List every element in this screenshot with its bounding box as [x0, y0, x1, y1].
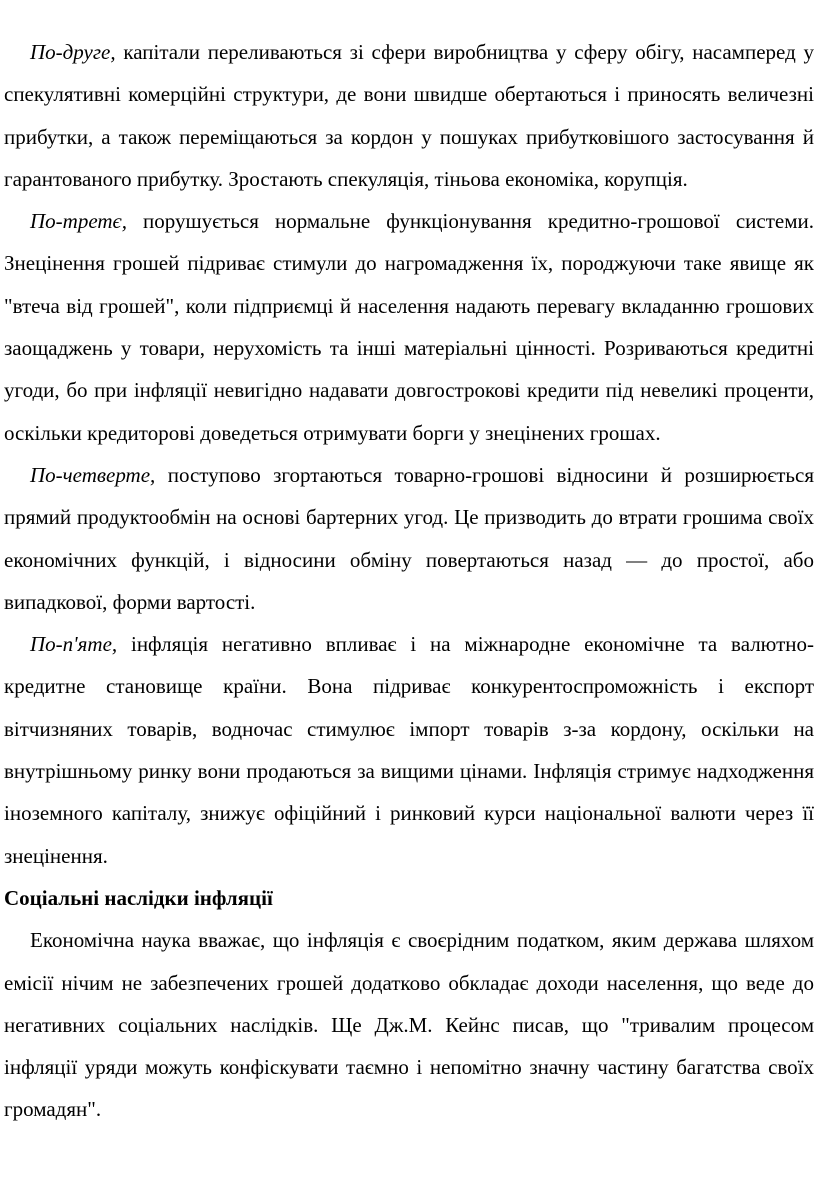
paragraph-lead: По-четверте, — [30, 462, 156, 487]
paragraph-second — [4, 31, 814, 200]
paragraph-lead: По-третє, — [30, 209, 127, 234]
paragraph-fourth — [4, 454, 814, 623]
paragraph-fifth — [4, 623, 814, 877]
paragraph-third — [4, 200, 814, 454]
paragraph-text: інфляція негативно впливає і на міжнародне економічне та валютно-кредитне становище країни. Вона підриває конкурентоспроможність і експорт вітчизняних товарів, водночас стимулює імпорт товарів з-за кордону, оскільки на внутрішньому ринку вони продаються за вищими цінами. Інфляція стримує надходження іноземного капіталу, знижує офіційний і ринковий курси національної валюти через її знецінення. — [4, 632, 814, 868]
paragraph-lead: По-друге, — [30, 40, 116, 64]
paragraph-lead: По-п'яте, — [30, 632, 118, 657]
paragraph-text: порушується нормальне функціонування кредитно-грошової системи. Знецінення грошей підриває стимули до нагромадження їх, породжуючи таке явище як "втеча від грошей", коли підприємці й населення надають перевагу вкладанню грошових заощаджень у товари, нерухомість та інші матеріальні цінності. Розриваються кредитні угоди, бо при інфляції невигідно надавати довгострокові кредити під невеликі проценти, оскільки кредиторові доведеться отримувати борги у знецінених грошах. — [4, 209, 814, 445]
section-paragraph: Економічна наука вважає, що інфляція є своєрідним податком, яким держава шляхом емісії нічим не забезпечених грошей додатково обкладає доходи населення, що веде до негативних соціальних наслідків. Ще Дж.М. Кейнс писав, що "тривалим процесом інфляції уряди можуть конфіскувати таємно і непомітно значну частину багатства своїх громадян". — [4, 928, 814, 1122]
section-heading: Соціальні наслідки інфляції — [4, 885, 273, 910]
paragraph-text: капітали переливаються зі сфери виробництва у сферу обігу, насамперед у спекулятивні комерційні структури, де вони швидше обертаються і приносять величезні прибутки, а також переміщаються за кордон у пошуках прибутковішого застосування й гарантованого прибутку. Зростають спекуляція, тіньова економіка, корупція. — [4, 40, 814, 191]
paragraph-text: поступово згортаються товарно-грошові відносини й розширюється прямий продуктообмін на основі бартерних угод. Це призводить до втрати грошима своїх економічних функцій, і відносини обміну повертаються назад — до простої, або випадкової, форми вартості. — [4, 462, 814, 614]
